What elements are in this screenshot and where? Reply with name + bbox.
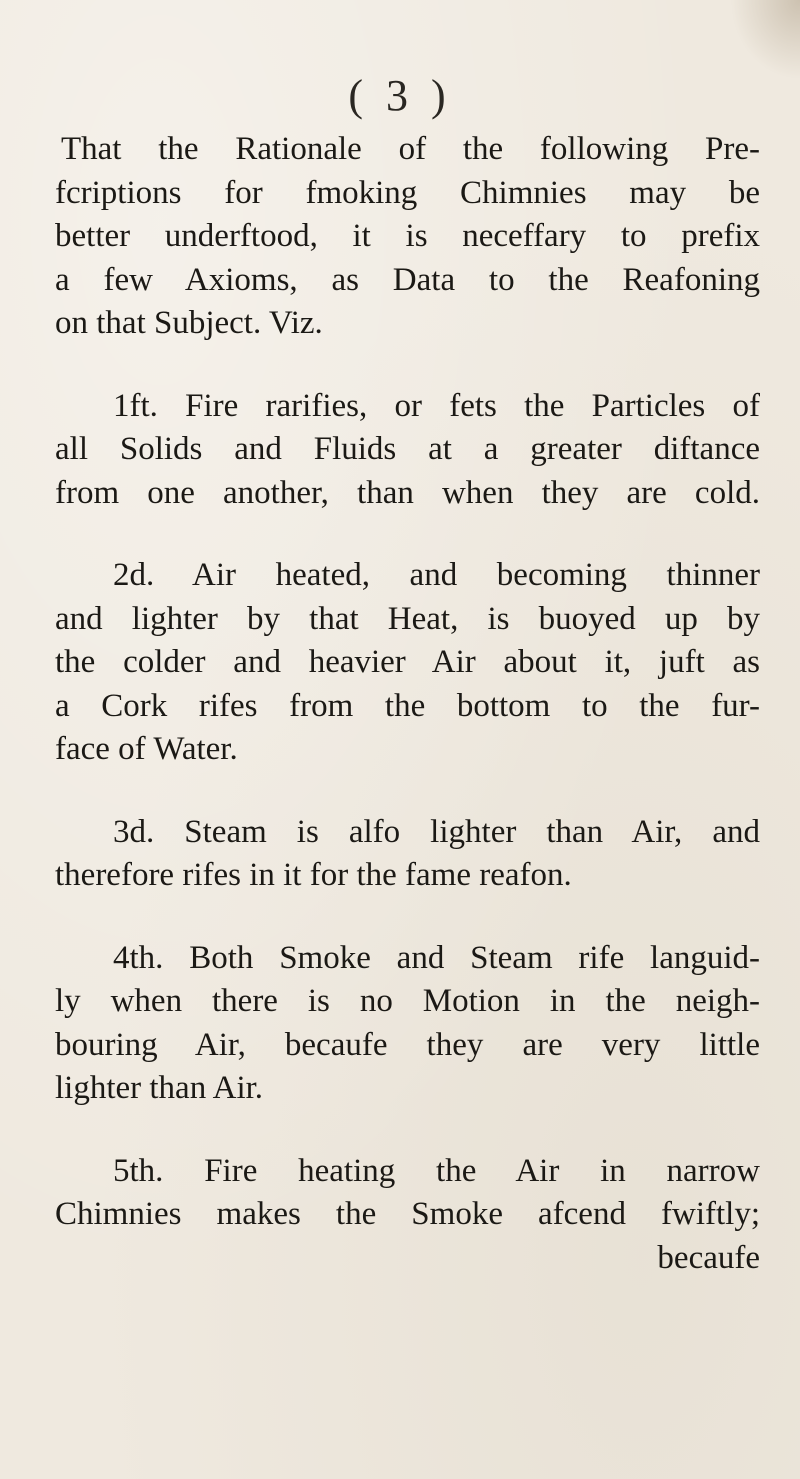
paragraph-axiom-1 [55, 385, 760, 516]
text-line: ly when there is no Motion in the neigh- [55, 983, 760, 1019]
catchword: becaufe [657, 1239, 760, 1276]
text-line: 2d. Air heated, and becoming thinner [113, 557, 760, 593]
paragraph-axiom-2 [55, 554, 760, 772]
text-line: 1ft. Fire rarifies, or fets the Particles of [113, 387, 760, 424]
text-line: and lighter by that Heat, is buoyed up by [55, 600, 760, 637]
text-line: 4th. Both Smoke and Steam rife languid- [113, 939, 760, 976]
body-text [55, 128, 760, 1319]
text-line: That the Rationale of the following Pre- [61, 131, 760, 167]
text-line: a Cork rifes from the bottom to the fur- [55, 687, 760, 724]
paragraph-axiom-4 [55, 937, 760, 1111]
text-line: all Solids and Fluids at a greater diftance [55, 431, 760, 467]
paragraph-axiom-3 [55, 811, 760, 898]
paragraph-axiom-5 [55, 1150, 760, 1281]
text-line: better underftood, it is neceffary to prefix [55, 218, 760, 254]
page-number: ( 3 ) [348, 71, 452, 120]
text-line: a few Axioms, as Data to the Reafoning [55, 261, 760, 298]
text-line: 5th. Fire heating the Air in narrow [113, 1152, 760, 1189]
text-line: Chimnies makes the Smoke afcend fwiftly; [55, 1196, 760, 1232]
text-line: therefore rifes in it for the fame reafon. [55, 857, 572, 893]
text-line: 3d. Steam is alfo lighter than Air, and [113, 813, 760, 850]
text-line: from one another, than when they are cold. [55, 474, 760, 511]
text-line: face of Water. [55, 731, 238, 767]
page-corner-stain [730, 0, 800, 80]
text-line: on that Subject. Viz. [55, 305, 323, 341]
paragraph-intro [55, 128, 760, 346]
text-line: bouring Air, becaufe they are very little [55, 1026, 760, 1063]
text-line: fcriptions for fmoking Chimnies may be [55, 174, 760, 211]
text-line: the colder and heavier Air about it, juft as [55, 644, 760, 680]
text-line: lighter than Air. [55, 1070, 264, 1106]
